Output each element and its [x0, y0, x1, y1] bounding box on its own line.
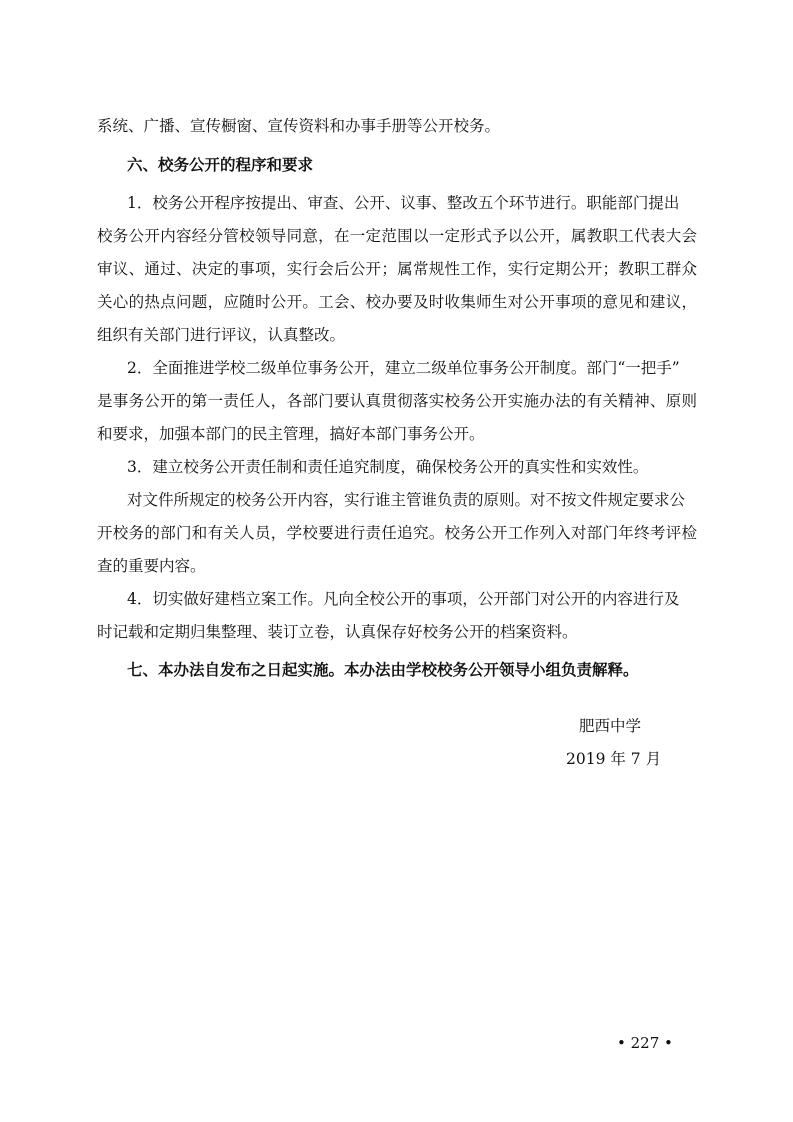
paragraph-line: 和要求，加强本部门的民主管理，搞好本部门事务公开。 [97, 425, 485, 443]
paragraph-line: 审议、通过、决定的事项，实行会后公开；属常规性工作，实行定期公开；教职工群众 [97, 260, 697, 278]
paragraph-line: 1．校务公开程序按提出、审查、公开、议事、整改五个环节进行。职能部门提出 [127, 194, 680, 212]
paragraph-line: 开校务的部门和有关人员，学校要进行责任追究。校务公开工作列入对部门年终考评检 [97, 524, 697, 542]
paragraph-line: 查的重要内容。 [97, 557, 206, 575]
paragraph-line: 2．全面推进学校二级单位事务公开，建立二级单位事务公开制度。部门“一把手” [127, 359, 680, 377]
paragraph-line: 4．切实做好建档立案工作。凡向全校公开的事项，公开部门对公开的内容进行及 [127, 590, 680, 608]
signature-school: 肥西中学 [579, 717, 642, 735]
paragraph-line: 时记载和定期归集整理、装订立卷，认真保存好校务公开的档案资料。 [97, 623, 578, 641]
paragraph-line: 关心的热点问题，应随时公开。工会、校办要及时收集师生对公开事项的意见和建议， [97, 293, 697, 311]
section-heading-6: 六、校务公开的程序和要求 [127, 156, 314, 174]
paragraph-line: 3．建立校务公开责任制和责任追究制度，确保校务公开的真实性和实效性。 [127, 458, 649, 476]
paragraph-line: 校务公开内容经分管校领导同意，在一定范围以一定形式予以公开，属教职工代表大会 [97, 227, 697, 245]
paragraph-line: 系统、广播、宣传橱窗、宣传资料和办事手册等公开校务。 [97, 117, 501, 135]
section-heading-7: 七、本办法自发布之日起实施。本办法由学校校务公开领导小组负责解释。 [127, 661, 639, 679]
paragraph-line: 组织有关部门进行评议，认真整改。 [97, 326, 346, 344]
signature-date: 2019 年 7 月 [566, 750, 662, 768]
paragraph-line: 对文件所规定的校务公开内容，实行谁主管谁负责的原则。对不按文件规定要求公 [127, 491, 686, 509]
paragraph-line: 是事务公开的第一责任人，各部门要认真贯彻落实校务公开实施办法的有关精神、原则 [97, 392, 697, 410]
page-number: • 227 • [617, 1034, 673, 1052]
